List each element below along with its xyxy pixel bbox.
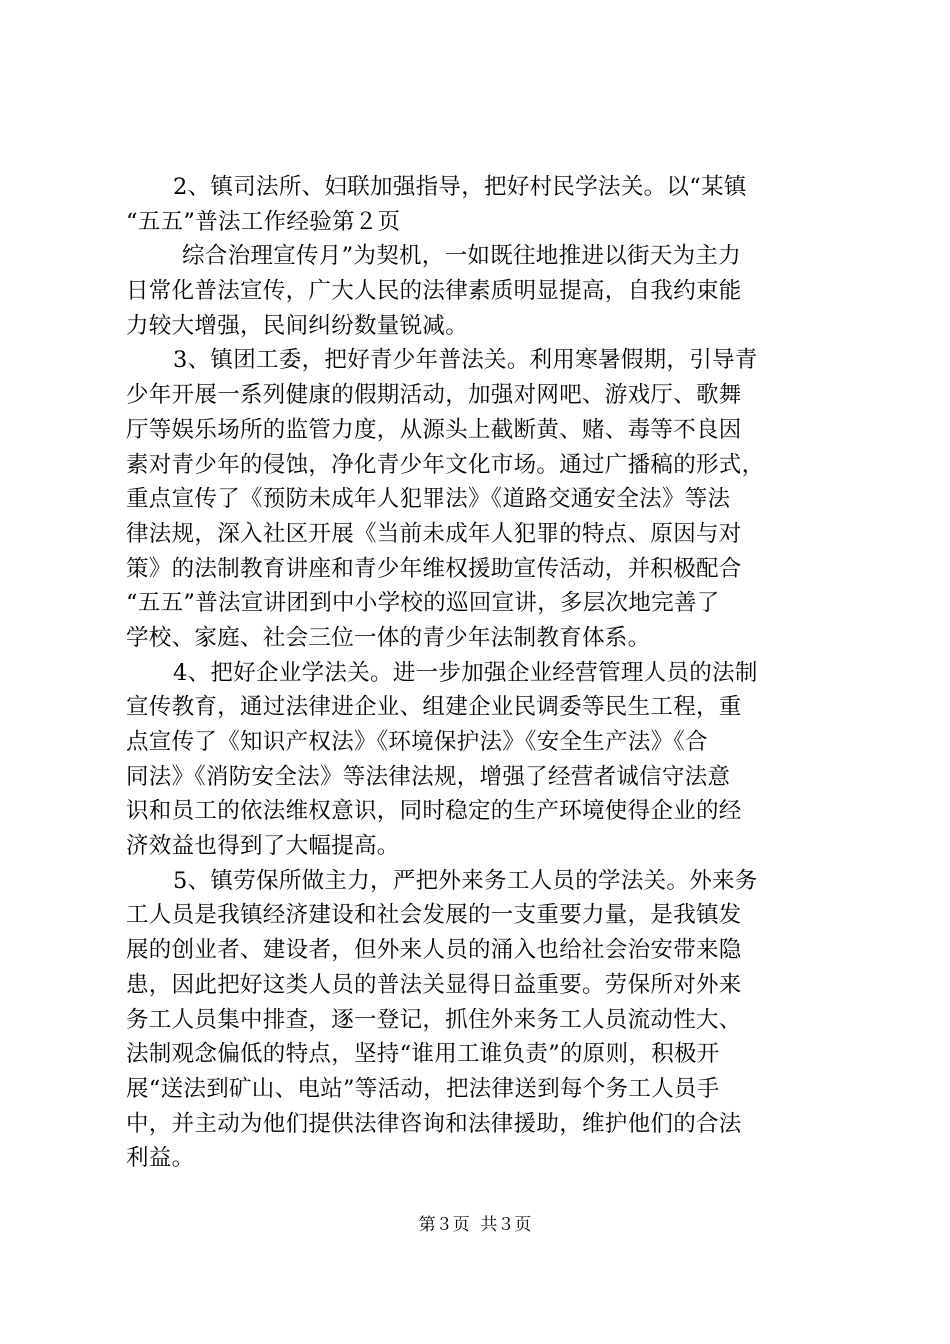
document-body bbox=[126, 170, 838, 1176]
text-line: “五五”普法宣讲团到中小学校的巡回宣讲，多层次地完善了 bbox=[126, 590, 720, 617]
text-line: 3、镇团工委，把好青少年普法关。利用寒暑假期，引导青 bbox=[173, 347, 758, 374]
text-line: 日常化普法宣传，广大人民的法律素质明显提高，自我约束能 bbox=[126, 278, 742, 305]
text-line: 展“送法到矿山、电站”等活动，把法律送到每个务工人员手 bbox=[126, 1075, 720, 1102]
text-line: “五五”普法工作经验第２页 bbox=[126, 208, 401, 235]
text-line: 学校、家庭、社会三位一体的青少年法制教育体系。 bbox=[126, 624, 651, 651]
text-line: 利益。 bbox=[126, 1145, 195, 1172]
page-number: 第３页 bbox=[418, 1215, 470, 1235]
text-line: 5、镇劳保所做主力，严把外来务工人员的学法关。外来务 bbox=[173, 867, 758, 894]
text-line: 点宣传了《知识产权法》《环境保护法》《安全生产法》《合 bbox=[126, 729, 708, 755]
text-line: 工人员是我镇经济建设和社会发展的一支重要力量，是我镇发 bbox=[126, 902, 742, 929]
text-line: 策》的法制教育讲座和青少年维权援助宣传活动，并积极配合 bbox=[126, 555, 742, 582]
text-line: 4、把好企业学法关。进一步加强企业经营管理人员的法制 bbox=[173, 659, 758, 686]
page-total: 共３页 bbox=[480, 1215, 532, 1235]
text-line: 重点宣传了《预防未成年人犯罪法》《道路交通安全法》等法 bbox=[126, 486, 731, 513]
text-line: 务工人员集中排查，逐一登记，抓住外来务工人员流动性大、 bbox=[126, 1006, 742, 1033]
text-line: 2、镇司法所、妇联加强指导，把好村民学法关。以“某镇 bbox=[173, 174, 747, 200]
page-footer bbox=[0, 1214, 950, 1236]
text-line: 律法规，深入社区开展《当前未成年人犯罪的特点、原因与对 bbox=[126, 520, 742, 547]
text-line: 综合治理宣传月”为契机，一如既往地推进以街天为主力 bbox=[182, 243, 742, 270]
footer-spacer bbox=[470, 1215, 481, 1235]
text-line: 力较大增强，民间纠纷数量锐减。 bbox=[126, 312, 469, 339]
text-line: 患，因此把好这类人员的普法关显得日益重要。劳保所对外来 bbox=[126, 971, 742, 998]
text-line: 济效益也得到了大幅提高。 bbox=[126, 833, 400, 860]
text-line: 识和员工的依法维权意识，同时稳定的生产环境使得企业的经 bbox=[126, 798, 742, 825]
text-line: 少年开展一系列健康的假期活动，加强对网吧、游戏厅、歌舞 bbox=[126, 382, 742, 409]
text-line: 法制观念偏低的特点，坚持“谁用工谁负责”的原则，积极开 bbox=[126, 1041, 720, 1068]
text-line: 素对青少年的侵蚀，净化青少年文化市场。通过广播稿的形式， bbox=[126, 451, 765, 478]
text-line: 宣传教育，通过法律进企业、组建企业民调委等民生工程，重 bbox=[126, 694, 742, 721]
text-line: 同法》《消防安全法》等法律法规，增强了经营者诚信守法意 bbox=[126, 763, 731, 790]
text-line: 中，并主动为他们提供法律咨询和法律援助，维护他们的合法 bbox=[126, 1110, 742, 1137]
text-line: 展的创业者、建设者，但外来人员的涌入也给社会治安带来隐 bbox=[126, 937, 742, 964]
text-line: 厅等娱乐场所的监管力度，从源头上截断黄、赌、毒等不良因 bbox=[126, 416, 742, 443]
